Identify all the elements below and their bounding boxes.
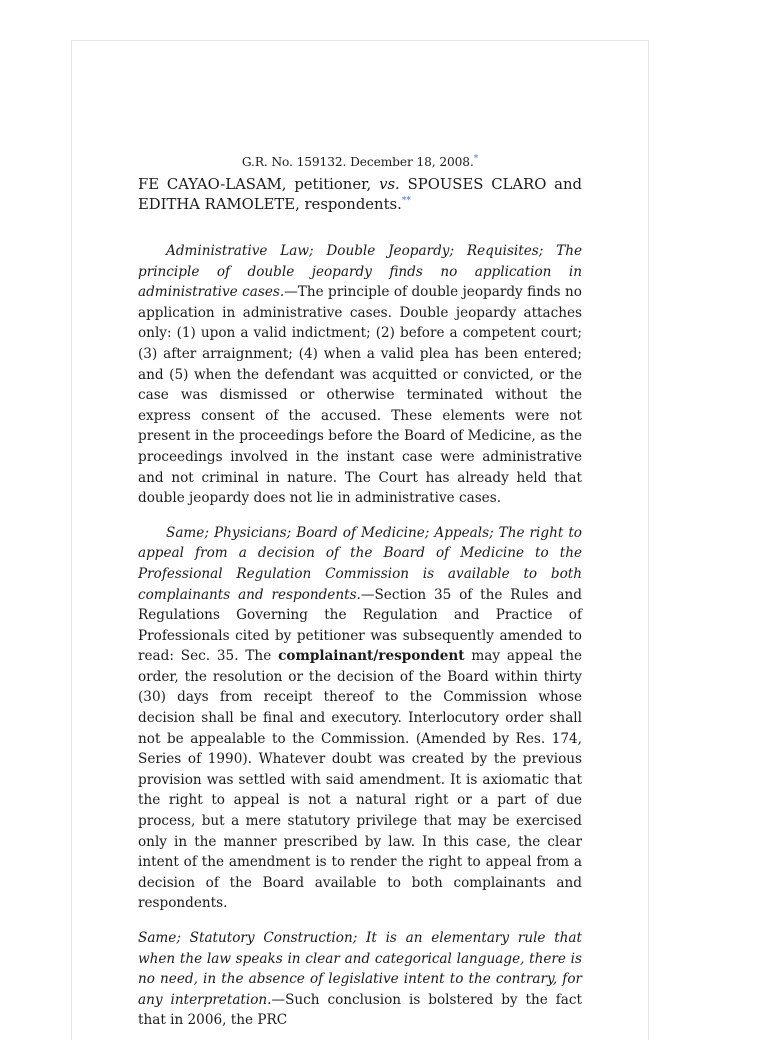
case-title bbox=[138, 175, 582, 215]
syllabus-body: —The principle of double jeopardy finds no application in administrative cases. Double jeopardy attaches only: (1) upon a valid indictment; (2) before a competent court; (3) after arraignment; (4) when a valid plea has been entered; and (5) when the defendant was acquitted or convicted, or the case was dismissed or otherwise terminated without the express consent of the accused. These elements were not present in the proceedings before the Board of Medicine, as the proceedings involved in the instant case were administrative and not criminal in nature. The Court has already held that double jeopardy does not lie in administrative cases. bbox=[138, 284, 582, 507]
case-title-petitioner: FE CAYAO-LASAM, petitioner, bbox=[138, 176, 372, 193]
syllabus-paragraph bbox=[138, 241, 582, 509]
footnote-marker-title[interactable]: ** bbox=[401, 196, 411, 207]
document-content bbox=[138, 153, 582, 1031]
syllabus-keywords: Same; Physicians; Board of Medicine; Appeals; The right to appeal from a decision of the Board of Medicine to the Professional Regulation Commission is available to both complainants and respondents. bbox=[138, 524, 582, 603]
syllabus-keywords: Same; Statutory Construction; It is an elementary rule that when the law speaks in clear and categorical language, there is no need, in the absence of legislative intent to the contrary, for any interpretation. bbox=[138, 930, 582, 1008]
case-number-text: G.R. No. 159132. December 18, 2008. bbox=[241, 155, 474, 169]
syllabus-body-continued: may appeal the order, the resolution or the decision of the Board within thirty (30) days from receipt thereof to the Commission whose decision shall be final and executory. Interlocutory order shall not be appealable to the Commission. (Amended by Res. 174, Series of 1990). Whatever doubt was created by the previous provision was settled with said amendment. It is axiomatic that the right to appeal is not a natural right or a part of due process, but a mere statutory privilege that may be exercised only in the manner prescribed by law. In this case, the clear intent of the amendment is to render the right to appeal from a decision of the Board available to both complainants and respondents. bbox=[138, 648, 583, 912]
syllabus-paragraph bbox=[138, 523, 582, 914]
syllabus-paragraph bbox=[138, 928, 582, 1031]
syllabus-bold-term: complainant/respondent bbox=[278, 648, 465, 665]
case-number bbox=[138, 153, 582, 171]
footnote-marker-case[interactable]: * bbox=[473, 153, 479, 164]
syllabus-body: —Section 35 of the Rules and Regulations Governing the Regulation and Practice of Professionals cited by petitioner was subsequently amended to read: Sec. 35. The bbox=[138, 586, 582, 665]
syllabus-keywords: Administrative Law; Double Jeopardy; Requisites; The principle of double jeopardy finds no application in administrative cases. bbox=[138, 243, 582, 301]
document-page bbox=[71, 40, 649, 1040]
syllabus-body: —Such conclusion is bolstered by the fact that in 2006, the PRC bbox=[138, 991, 582, 1029]
case-title-versus: vs. bbox=[379, 176, 400, 193]
case-title-respondents: SPOUSES CLARO and EDITHA RAMOLETE, respondents. bbox=[138, 176, 582, 213]
